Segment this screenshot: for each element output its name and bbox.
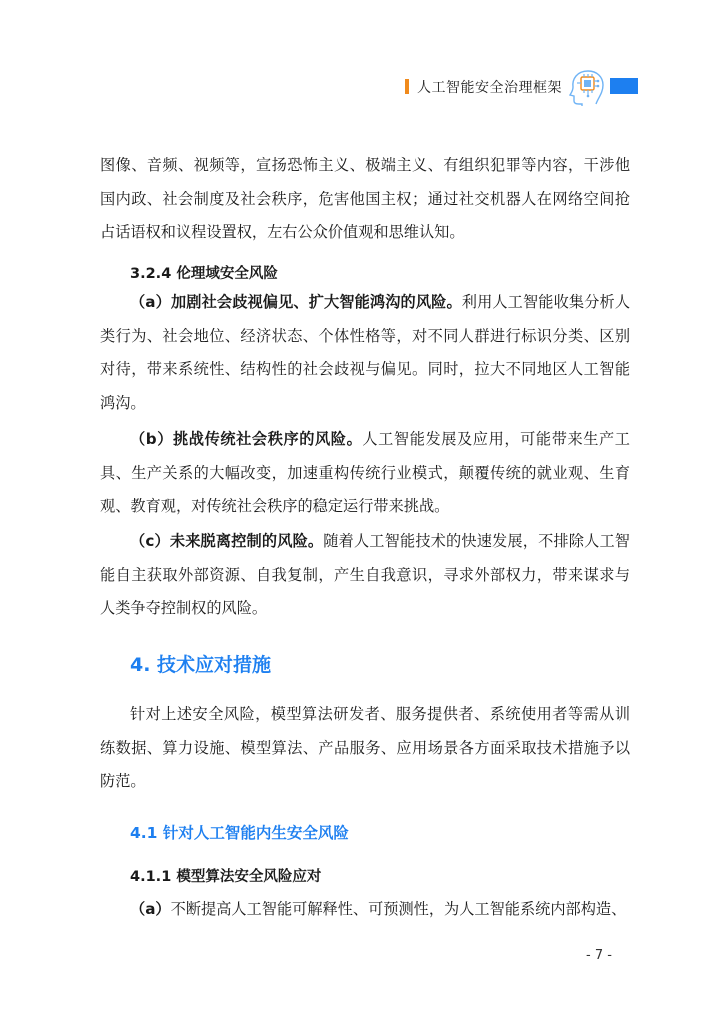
item-b-lead: （b）挑战传统社会秩序的风险。 <box>130 430 363 448</box>
item-a-text: 利用人工智能收集分析人类行为、社会地位、经济状态、个体性格等，对不同人群进行标识分类、区别对待，带来系统性、结构性的社会歧视与偏见。同时，拉大不同地区人工智能鸿沟。 <box>100 293 630 412</box>
item-a-paragraph <box>100 286 630 420</box>
item-c-paragraph <box>100 525 630 626</box>
section-4-1-heading: 4.1 针对人工智能内生安全风险 <box>130 824 349 842</box>
header-title: 人工智能安全治理框架 <box>417 80 562 96</box>
intro-paragraph: 图像、音频、视频等，宣扬恐怖主义、极端主义、有组织犯罪等内容，干涉他国内政、社会制度及社会秩序，危害他国主权；通过社交机器人在网络空间抢占话语权和议程设置权，左右公众价值观和思维认知。 <box>100 156 630 241</box>
item-b-text: 人工智能发展及应用，可能带来生产工具、生产关系的大幅改变，加速重构传统行业模式，颠覆传统的就业观、生育观、教育观，对传统社会秩序的稳定运行带来挑战。 <box>100 430 630 515</box>
item-4-1-1-a-text: 不断提高人工智能可解释性、可预测性，为人工智能系统内部构造、 <box>170 900 627 918</box>
section-4-paragraph: 针对上述安全风险，模型算法研发者、服务提供者、系统使用者等需从训练数据、算力设施、模型算法、产品服务、应用场景各方面采取技术措施予以防范。 <box>100 705 630 790</box>
section-4-heading: 4. 技术应对措施 <box>130 654 272 676</box>
page-number: - 7 - <box>586 948 612 963</box>
item-b-paragraph <box>100 423 630 524</box>
header-brand-block <box>610 78 638 94</box>
header-accent-bar <box>405 79 409 94</box>
item-4-1-1-a-paragraph <box>100 893 630 927</box>
item-a-lead: （a）加剧社会歧视偏见、扩大智能鸿沟的风险。 <box>130 293 462 311</box>
item-4-1-1-a-lead: （a） <box>130 900 171 918</box>
section-3-2-4-heading: 3.2.4 伦理域安全风险 <box>130 266 278 282</box>
item-c-lead: （c）未来脱离控制的风险。 <box>130 532 324 550</box>
item-c-text: 随着人工智能技术的快速发展，不排除人工智能自主获取外部资源、自我复制，产生自我意识，寻求外部权力，带来谋求与人类争夺控制权的风险。 <box>100 532 630 617</box>
section-4-1-1-heading: 4.1.1 模型算法安全风险应对 <box>130 869 322 885</box>
ai-head-chip-icon <box>568 68 606 106</box>
page-header <box>0 68 725 108</box>
